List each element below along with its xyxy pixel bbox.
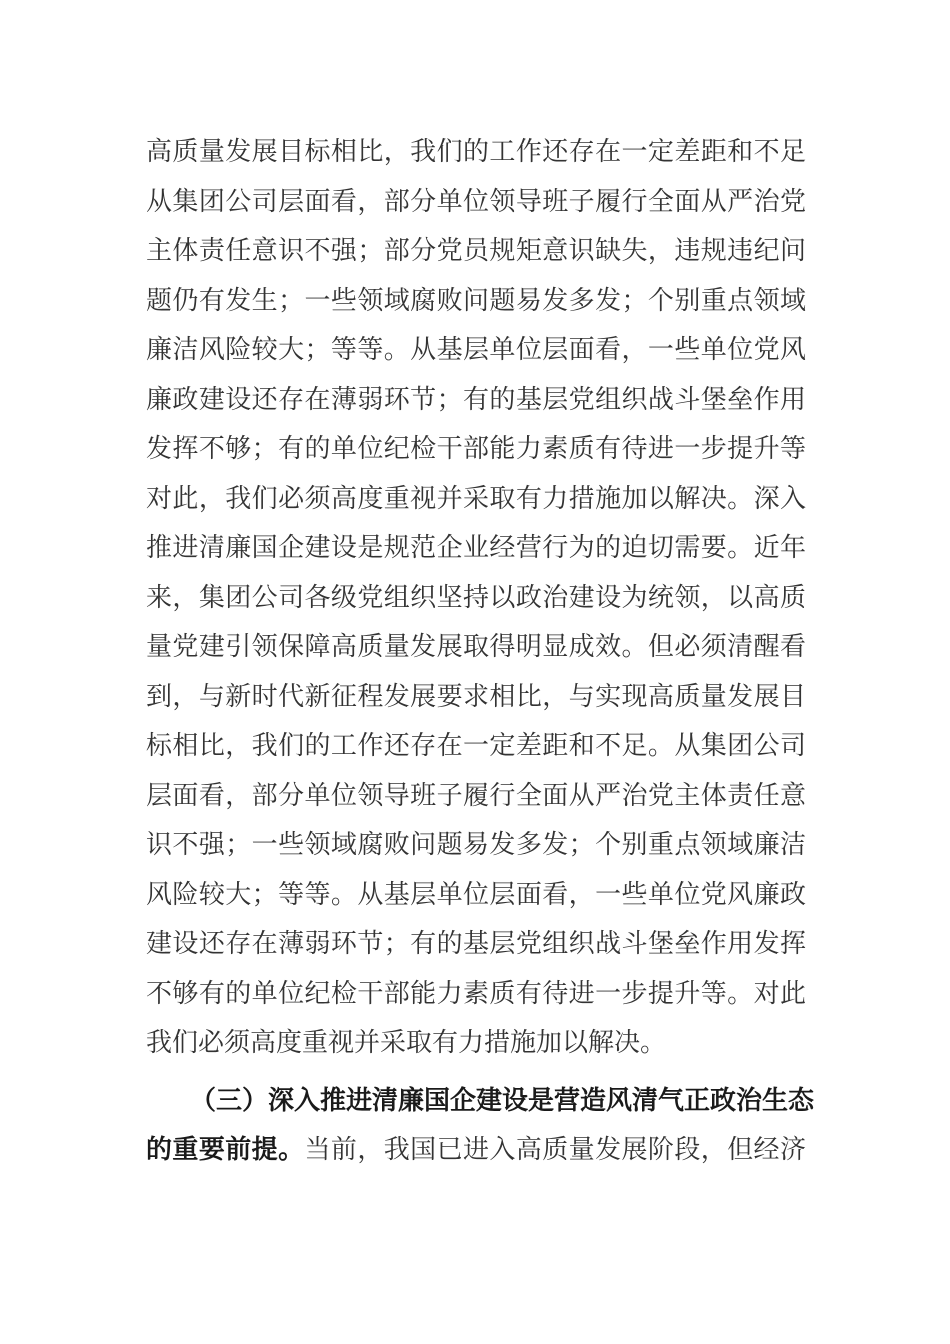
text-line: 量党建引领保障高质量发展取得明显成效。但必须清醒看 (146, 632, 806, 662)
text-line: 对此，我们必须高度重视并采取有力措施加以解决。深入 (146, 483, 806, 514)
paragraph-gap (146, 1069, 806, 1077)
text-line: 廉洁风险较大；等等。从基层单位层面看，一些单位党风 (146, 335, 806, 365)
text-line: 层面看，部分单位领导班子履行全面从严治党主体责任意 (146, 780, 806, 811)
paragraph-body: 当前，我国已进入高质量发展阶段，但经济 (304, 1135, 806, 1165)
body-text (146, 128, 815, 1176)
text-line: 建设还存在薄弱环节；有的基层党组织战斗堡垒作用发挥 (146, 929, 806, 959)
text-line: 题仍有发生；一些领域腐败问题易发多发；个别重点领域 (146, 285, 806, 316)
section-heading-end: 的重要前提。 (146, 1135, 305, 1165)
text-line: 主体责任意识不强；部分党员规矩意识缺失，违规违纪问 (146, 236, 806, 266)
section-heading: （三）深入推进清廉国企建设是营造风清气正政治生态 (190, 1085, 815, 1116)
text-line: 风险较大；等等。从基层单位层面看，一些单位党风廉政 (146, 879, 806, 910)
text-line: 来，集团公司各级党组织坚持以政治建设为统领，以高质 (146, 582, 806, 613)
text-line: 标相比，我们的工作还存在一定差距和不足。从集团公司 (146, 731, 806, 761)
text-line: 高质量发展目标相比，我们的工作还存在一定差距和不足 (146, 137, 806, 167)
text-line: 推进清廉国企建设是规范企业经营行为的迫切需要。近年 (146, 533, 806, 563)
text-line: 识不强；一些领域腐败问题易发多发；个别重点领域廉洁 (146, 830, 806, 860)
text-line: 廉政建设还存在薄弱环节；有的基层党组织战斗堡垒作用 (146, 384, 806, 415)
text-line: 到，与新时代新征程发展要求相比，与实现高质量发展目 (146, 681, 806, 712)
text-line: 发挥不够；有的单位纪检干部能力素质有待进一步提升等 (146, 434, 806, 464)
text-line (146, 1126, 806, 1176)
text-line: 我们必须高度重视并采取有力措施加以解决。 (146, 1028, 667, 1058)
text-line: 从集团公司层面看，部分单位领导班子履行全面从严治党 (146, 186, 806, 217)
text-line: 不够有的单位纪检干部能力素质有待进一步提升等。对此 (146, 978, 806, 1009)
